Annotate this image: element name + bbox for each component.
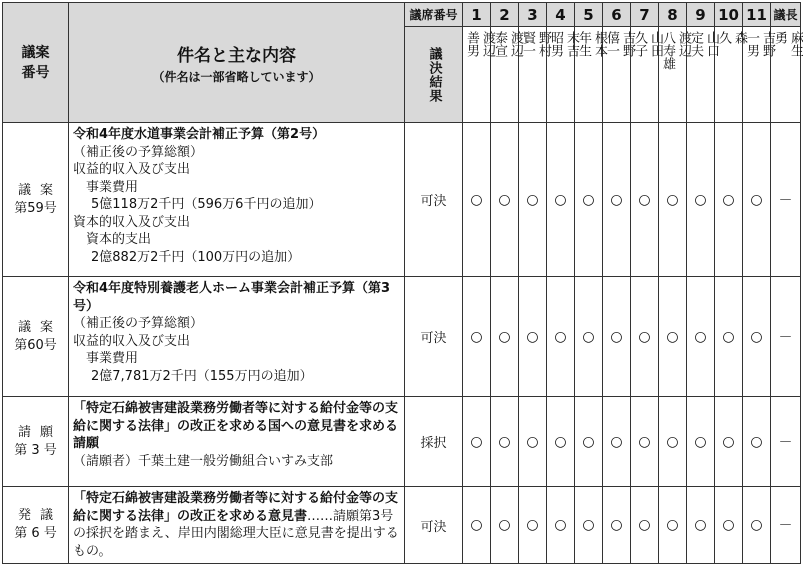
- member-family-name: 野村: [536, 31, 551, 57]
- member-family-name: 山口: [704, 31, 719, 57]
- vote-mark-4: ○: [547, 487, 575, 564]
- member-name-4: [547, 27, 579, 123]
- result-cell: 可決: [405, 487, 463, 564]
- seat-number-3: 3: [519, 3, 547, 27]
- member-name-6: [603, 27, 635, 123]
- agenda-title: 「特定石綿被害建設業務労働者等に対する給付金等の支給に関する法律」の改正を求める意見書: [73, 491, 399, 524]
- agenda-title-block: [73, 490, 400, 560]
- vote-mark-11: ○: [743, 277, 771, 397]
- vote-mark-6: ○: [603, 397, 631, 487]
- agenda-number: 第 6 号: [14, 526, 57, 541]
- chair-label: 議長: [771, 3, 801, 27]
- member-name-7: [631, 27, 663, 123]
- title-header-main: 件名と主な内容: [177, 45, 296, 66]
- member-family-name: 渡辺: [480, 31, 495, 57]
- title-header-sub: （件名は一部省略しています）: [152, 69, 321, 84]
- vote-mark-5: ○: [575, 397, 603, 487]
- table-row: [3, 277, 801, 397]
- member-given-name: 昭男: [548, 31, 563, 57]
- vote-mark-3: ○: [519, 397, 547, 487]
- chair-family-name: 麻生: [788, 31, 803, 57]
- vote-mark-7: ○: [631, 123, 659, 277]
- agenda-detail-line: 事業費用: [86, 179, 139, 195]
- chair-vote-mark: －: [771, 123, 801, 277]
- vote-mark-2: ○: [491, 123, 519, 277]
- agenda-detail-line: 2億7,781万2千円（155万円の追加）: [91, 368, 313, 384]
- member-family-name: 吉野: [620, 31, 635, 57]
- member-name-9: [687, 27, 719, 123]
- vote-results-table: [2, 2, 801, 564]
- member-family-name: 山田: [648, 31, 663, 57]
- agenda-title: 「特定石綿被害建設業務労働者等に対する給付金等の支給に関する法律」の改正を求める国への意見書を求める請願: [73, 401, 399, 451]
- seat-number-10: 10: [715, 3, 743, 27]
- member-family-name: 渡辺: [676, 31, 691, 57]
- vote-mark-4: ○: [547, 397, 575, 487]
- seat-number-11: 11: [743, 3, 771, 27]
- agenda-number: 第60号: [14, 337, 57, 353]
- vote-mark-5: ○: [575, 123, 603, 277]
- agenda-content-cell: [69, 487, 405, 564]
- agenda-content-cell: [69, 397, 405, 487]
- agenda-detail-line: 2億882万2千円（100万円の追加）: [91, 249, 301, 265]
- agenda-detail-line: 事業費用: [86, 351, 139, 366]
- seat-number-label: 議席番号: [405, 3, 463, 27]
- agenda-content-cell: [69, 277, 405, 397]
- chair-given-name: 勇: [772, 31, 787, 44]
- member-given-name: 賢一: [520, 31, 535, 57]
- vote-mark-4: ○: [547, 123, 575, 277]
- vote-mark-10: ○: [715, 487, 743, 564]
- vote-mark-1: ○: [463, 123, 491, 277]
- member-family-name: 渡辺: [508, 31, 523, 57]
- vote-mark-1: ○: [463, 487, 491, 564]
- vote-mark-10: ○: [715, 123, 743, 277]
- agenda-detail-line: 資本的収入及び支出: [73, 214, 191, 230]
- result-cell: 可決: [405, 123, 463, 277]
- vote-mark-9: ○: [687, 277, 715, 397]
- result-cell: 採択: [405, 397, 463, 487]
- vote-mark-8: ○: [659, 277, 687, 397]
- agenda-number: 第59号: [14, 200, 57, 216]
- agenda-title: 令和4年度水道事業会計補正予算（第2号）: [73, 127, 326, 142]
- agenda-detail-line: 資本的支出: [86, 232, 152, 247]
- vote-mark-6: ○: [603, 277, 631, 397]
- vote-mark-9: ○: [687, 487, 715, 564]
- vote-mark-5: ○: [575, 487, 603, 564]
- member-given-name: 善男: [464, 31, 479, 57]
- member-given-name: 泰宣: [492, 31, 507, 57]
- chair-name: [771, 27, 801, 123]
- vote-mark-2: ○: [491, 487, 519, 564]
- agenda-number-cell: [3, 123, 69, 277]
- seat-number-4: 4: [547, 3, 575, 27]
- vote-mark-3: ○: [519, 277, 547, 397]
- seat-number-7: 7: [631, 3, 659, 27]
- member-name-11: [743, 27, 775, 123]
- agenda-detail-line: 収益的収入及び支出: [73, 162, 191, 177]
- member-family-name: 吉野: [760, 31, 775, 57]
- agenda-type: 発議: [17, 508, 62, 523]
- agenda-summary: ……請願第3号の採択を踏まえ、岸田内閣総理大臣に意見書を提出するもの。: [73, 508, 399, 559]
- seat-number-1: 1: [463, 3, 491, 27]
- vote-mark-11: ○: [743, 397, 771, 487]
- vote-mark-9: ○: [687, 397, 715, 487]
- vote-mark-7: ○: [631, 487, 659, 564]
- agenda-number-cell: [3, 277, 69, 397]
- member-name-8: [659, 27, 691, 123]
- vote-mark-6: ○: [603, 123, 631, 277]
- result-header: [405, 27, 463, 123]
- member-name-2: [491, 27, 523, 123]
- vote-mark-1: ○: [463, 397, 491, 487]
- agenda-number-header: [3, 3, 69, 123]
- agenda-detail-line: （請願者）千葉土建一般労働組合いすみ支部: [73, 453, 334, 469]
- vote-mark-1: ○: [463, 277, 491, 397]
- seat-number-8: 8: [659, 3, 687, 27]
- vote-mark-5: ○: [575, 277, 603, 397]
- vote-mark-8: ○: [659, 487, 687, 564]
- member-family-name: 根本: [592, 31, 607, 57]
- seat-number-6: 6: [603, 3, 631, 27]
- agenda-number-cell: [3, 487, 69, 564]
- member-name-1: [463, 27, 495, 123]
- title-header: [69, 3, 405, 123]
- agenda-detail-line: 5億118万2千円（596万6千円の追加）: [91, 197, 322, 212]
- member-family-name: 末吉: [564, 31, 579, 57]
- seat-number-2: 2: [491, 3, 519, 27]
- vote-mark-7: ○: [631, 397, 659, 487]
- member-given-name: 定夫: [688, 31, 703, 57]
- agenda-type: 議案: [17, 182, 62, 198]
- table-row: [3, 397, 801, 487]
- chair-vote-mark: －: [771, 487, 801, 564]
- vote-mark-3: ○: [519, 123, 547, 277]
- member-given-name: 一男: [744, 31, 759, 57]
- vote-mark-9: ○: [687, 123, 715, 277]
- table-row: [3, 487, 801, 564]
- member-given-name: 久: [716, 31, 731, 44]
- agenda-title: 令和4年度特別養護老人ホーム事業会計補正予算（第3号）: [73, 281, 391, 314]
- chair-vote-mark: －: [771, 397, 801, 487]
- member-given-name: 久子: [632, 31, 647, 57]
- seat-number-9: 9: [687, 3, 715, 27]
- seat-number-5: 5: [575, 3, 603, 27]
- vote-mark-3: ○: [519, 487, 547, 564]
- result-header-text: 議決結果: [426, 46, 442, 103]
- vote-mark-7: ○: [631, 277, 659, 397]
- agenda-detail-line: （補正後の予算総額）: [73, 144, 204, 160]
- member-given-name: 年生: [576, 31, 591, 57]
- agenda-detail-line: 収益的収入及び支出: [73, 333, 191, 349]
- agenda-number-cell: [3, 397, 69, 487]
- member-name-5: [575, 27, 607, 123]
- vote-mark-10: ○: [715, 277, 743, 397]
- table-row: [3, 123, 801, 277]
- chair-vote-mark: －: [771, 277, 801, 397]
- member-given-name: 八寿雄: [660, 31, 675, 70]
- result-cell: 可決: [405, 277, 463, 397]
- member-name-10: [715, 27, 747, 123]
- agenda-detail-line: （補正後の予算総額）: [73, 316, 204, 331]
- agenda-type: 議案: [17, 319, 62, 335]
- chair-name-text: [771, 31, 803, 119]
- member-family-name: 森: [732, 31, 747, 44]
- vote-mark-11: ○: [743, 487, 771, 564]
- vote-mark-6: ○: [603, 487, 631, 564]
- vote-mark-8: ○: [659, 123, 687, 277]
- vote-mark-11: ○: [743, 123, 771, 277]
- vote-mark-4: ○: [547, 277, 575, 397]
- agenda-type: 請願: [17, 424, 62, 440]
- vote-mark-10: ○: [715, 397, 743, 487]
- agenda-number-header-text: 議案 番号: [21, 44, 50, 81]
- vote-mark-2: ○: [491, 397, 519, 487]
- vote-mark-8: ○: [659, 397, 687, 487]
- agenda-content-cell: [69, 123, 405, 277]
- member-name-3: [519, 27, 551, 123]
- agenda-number: 第 3 号: [14, 442, 57, 458]
- member-given-name: 僖一: [604, 31, 619, 57]
- vote-mark-2: ○: [491, 277, 519, 397]
